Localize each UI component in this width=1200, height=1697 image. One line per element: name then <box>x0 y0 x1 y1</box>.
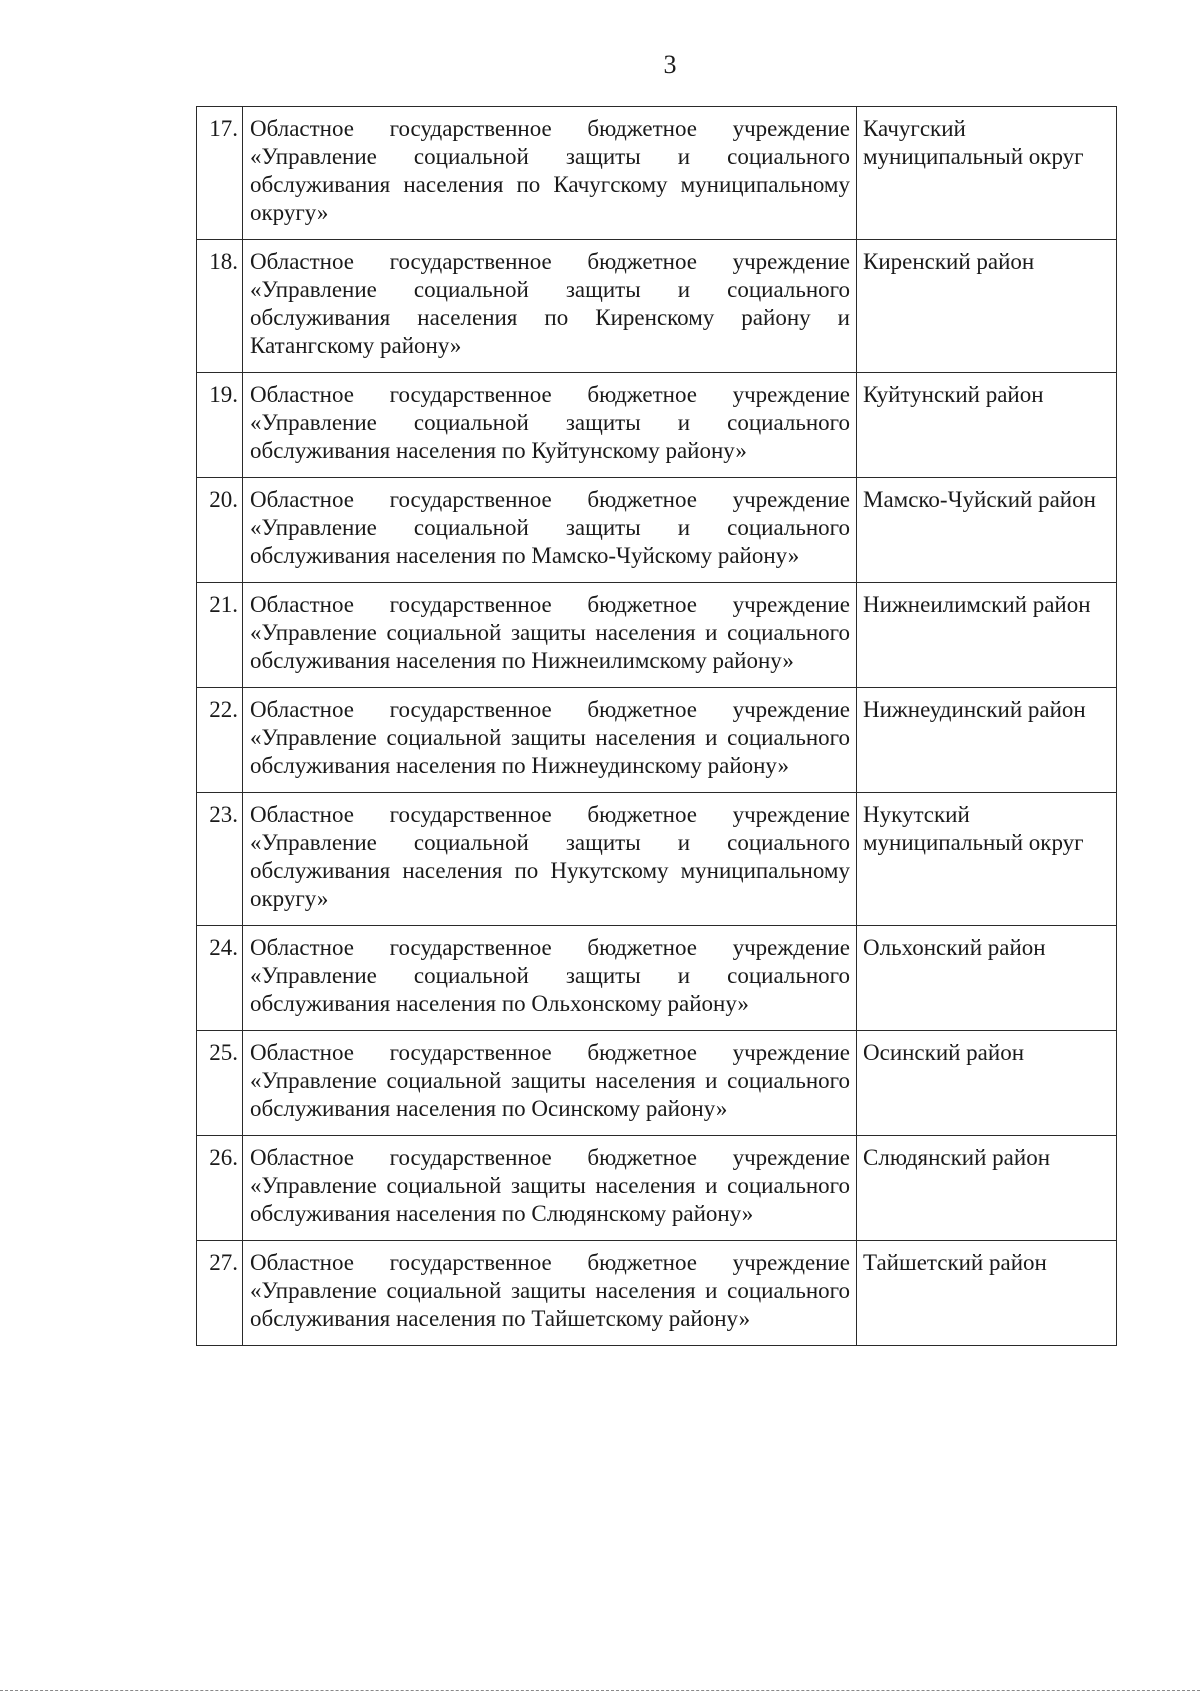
institution-name: Областное государственное бюджетное учреждение «Управление социальной защиты населения и социального обслуживания населения по Нижнеилимскому району» <box>243 583 857 688</box>
row-number: 26. <box>197 1136 243 1241</box>
institution-name: Областное государственное бюджетное учреждение «Управление социальной защиты населения и социального обслуживания населения по Нижнеудинскому району» <box>243 688 857 793</box>
row-number: 22. <box>197 688 243 793</box>
row-number: 17. <box>197 107 243 240</box>
table-row <box>197 240 1117 373</box>
table-row <box>197 583 1117 688</box>
municipality-name: Ольхонский район <box>857 926 1117 1031</box>
row-number: 20. <box>197 478 243 583</box>
table-row <box>197 688 1117 793</box>
table-row <box>197 478 1117 583</box>
page-number: 3 <box>663 50 677 79</box>
table-row <box>197 1241 1117 1346</box>
row-number: 25. <box>197 1031 243 1136</box>
row-number: 23. <box>197 793 243 926</box>
table-row <box>197 1031 1117 1136</box>
table-row <box>197 1136 1117 1241</box>
table-row <box>197 926 1117 1031</box>
institution-name: Областное государственное бюджетное учреждение «Управление социальной защиты населения и социального обслуживания населения по Тайшетскому району» <box>243 1241 857 1346</box>
institution-name: Областное государственное бюджетное учреждение «Управление социальной защиты населения и социального обслуживания населения по Слюдянскому району» <box>243 1136 857 1241</box>
municipality-name: Слюдянский район <box>857 1136 1117 1241</box>
municipality-name: Нижнеудинский район <box>857 688 1117 793</box>
municipality-name: Мамско-Чуйский район <box>857 478 1117 583</box>
municipality-name: Куйтунский район <box>857 373 1117 478</box>
table-row <box>197 107 1117 240</box>
institution-name: Областное государственное бюджетное учреждение «Управление социальной защиты и социального обслуживания населения по Куйтунскому району» <box>243 373 857 478</box>
municipality-name: Тайшетский район <box>857 1241 1117 1346</box>
institution-name: Областное государственное бюджетное учреждение «Управление социальной защиты и социального обслуживания населения по Нукутскому муниципальному округу» <box>243 793 857 926</box>
municipality-name: Качугский муниципальный округ <box>857 107 1117 240</box>
table-body <box>197 107 1117 1346</box>
row-number: 24. <box>197 926 243 1031</box>
row-number: 18. <box>197 240 243 373</box>
table-row <box>197 373 1117 478</box>
municipality-name: Осинский район <box>857 1031 1117 1136</box>
institution-name: Областное государственное бюджетное учреждение «Управление социальной защиты населения и социального обслуживания населения по Осинскому району» <box>243 1031 857 1136</box>
row-number: 21. <box>197 583 243 688</box>
row-number: 19. <box>197 373 243 478</box>
institution-name: Областное государственное бюджетное учреждение «Управление социальной защиты и социального обслуживания населения по Качугскому муниципальному округу» <box>243 107 857 240</box>
institution-name: Областное государственное бюджетное учреждение «Управление социальной защиты и социального обслуживания населения по Ольхонскому району» <box>243 926 857 1031</box>
row-number: 27. <box>197 1241 243 1346</box>
scan-bottom-edge <box>0 1690 1200 1691</box>
institution-name: Областное государственное бюджетное учреждение «Управление социальной защиты и социального обслуживания населения по Мамско-Чуйскому району» <box>243 478 857 583</box>
municipality-name: Киренский район <box>857 240 1117 373</box>
institutions-table <box>196 106 1117 1346</box>
institution-name: Областное государственное бюджетное учреждение «Управление социальной защиты и социального обслуживания населения по Киренскому району и Катангскому району» <box>243 240 857 373</box>
municipality-name: Нукутский муниципальный округ <box>857 793 1117 926</box>
table-row <box>197 793 1117 926</box>
municipality-name: Нижнеилимский район <box>857 583 1117 688</box>
